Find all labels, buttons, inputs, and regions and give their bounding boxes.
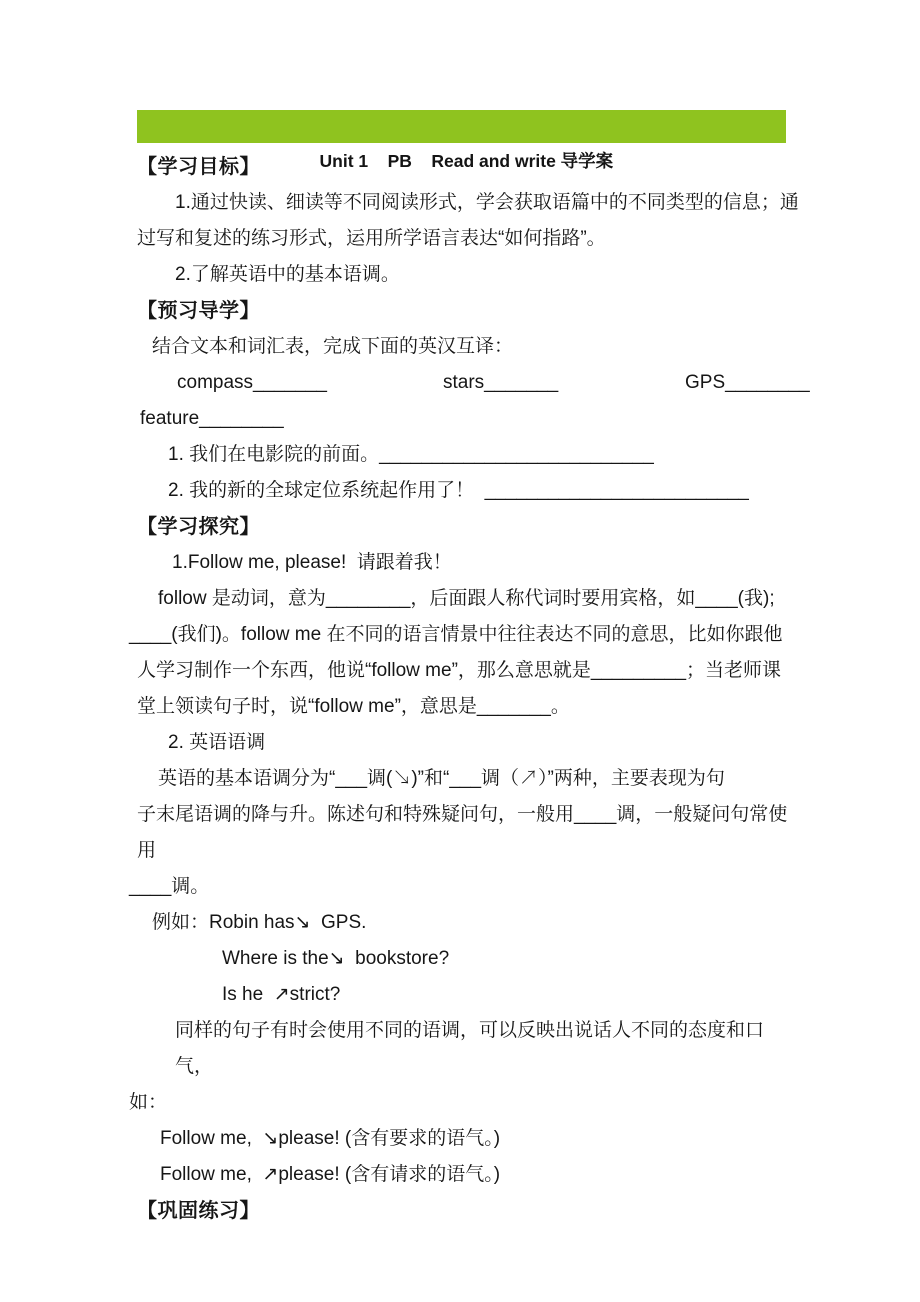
translation-item-2: 2. 我的新的全球定位系统起作用了！ _________________________: [168, 480, 749, 501]
doc-line: 结合文本和词汇表，完成下面的英汉互译：: [152, 336, 514, 357]
vocab-compass-blank: compass_______: [177, 372, 327, 393]
section-heading-preview-guide: 【预习导学】: [137, 300, 260, 322]
doc-line: 如：: [129, 1092, 168, 1113]
vocab-translation-row: [137, 365, 810, 401]
vocab-stars-blank: stars_______: [443, 372, 559, 393]
example-sentence-3: Is he ↗strict?: [222, 984, 341, 1005]
vocab-gps-blank: GPS________: [685, 372, 810, 393]
document-body: [129, 149, 810, 1229]
doc-line: 同样的句子有时会使用不同的语调，可以反映出说话人不同的态度和口气，: [175, 1020, 765, 1077]
doc-line: 2.了解英语中的基本语调。: [175, 264, 400, 285]
section-heading-consolidation-practice: 【巩固练习】: [137, 1200, 260, 1222]
doc-line: 1.通过快读、细读等不同阅读形式，学会获取语篇中的不同类型的信息；通: [175, 192, 799, 213]
example-sentence-2: Where is the↘ bookstore?: [222, 948, 450, 969]
example-rising-tone: Follow me, ↗please! (含有请求的语气。): [160, 1164, 501, 1185]
doc-line: 英语的基本语调分为“___调(↘)”和“___调（↗）”两种，主要表现为句: [158, 768, 725, 789]
doc-line: 过写和复述的练习形式，运用所学语言表达“如何指路”。: [137, 228, 606, 249]
translation-item-1: 1. 我们在电影院的前面。__________________________: [168, 444, 654, 465]
section-heading-learning-goals: 【学习目标】: [137, 156, 260, 178]
doc-line-intonation-heading: 2. 英语语调: [168, 732, 266, 753]
doc-line: 人学习制作一个东西，他说“follow me”，那么意思就是_________；当老师课: [137, 660, 782, 681]
doc-title: Unit 1 PB Read and write 导学案: [319, 151, 614, 171]
section-heading-learning-exploration: 【学习探究】: [137, 516, 260, 538]
doc-line: 堂上领读句子时，说“follow me”，意思是_______。: [137, 696, 570, 717]
doc-line: follow 是动词，意为________，后面跟人称代词时要用宾格，如____(我);: [158, 588, 775, 609]
vocab-feature-blank: feature________: [140, 408, 284, 429]
doc-line: 1.Follow me, please! 请跟着我！: [172, 552, 452, 573]
example-sentence-1: 例如：Robin has↘ GPS.: [152, 912, 367, 933]
doc-line: ____(我们)。follow me 在不同的语言情景中往往表达不同的意思，比如你跟他: [129, 624, 783, 645]
example-falling-tone: Follow me, ↘please! (含有要求的语气。): [160, 1128, 501, 1149]
doc-line: ____调。: [129, 876, 210, 897]
doc-line: 子末尾语调的降与升。陈述句和特殊疑问句，一般用____调，一般疑问句常使用: [137, 804, 788, 861]
